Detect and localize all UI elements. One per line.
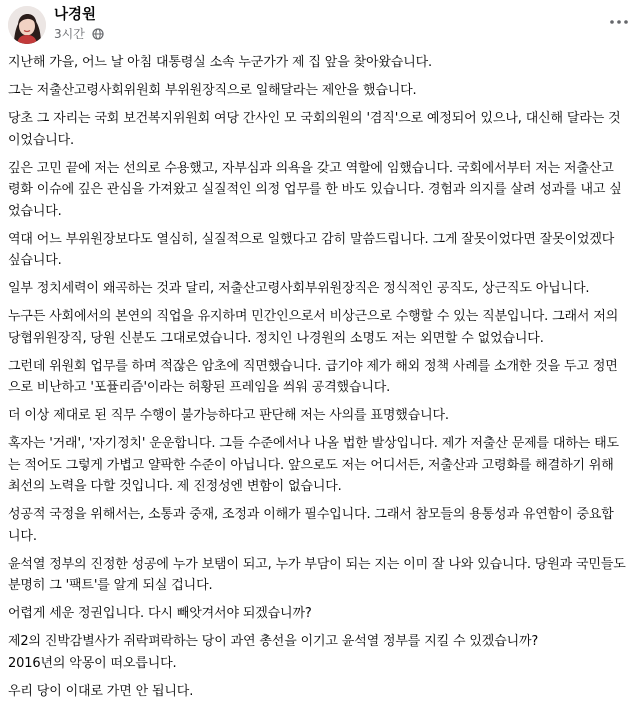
post-paragraph: 혹자는 '거래', '자기정치' 운운합니다. 그들 수준에서나 나올 법한 발상입니다. 제가 저출산 문제를 대하는 태도는 적어도 그렇게 가볍고 얄팍한 수준이 아닙니다. 앞으로도 저는 어디서든, 저출산과 고령화를 해결하기 위해 최선의 노력을 다할 것입니다. 제 진정성엔 변함이 없습니다. [8, 436, 619, 494]
globe-icon [92, 28, 104, 44]
post-paragraph: 그런데 위원회 업무를 하며 적잖은 암초에 직면했습니다. 급기야 제가 해외 정책 사례를 소개한 것을 두고 정면으로 비난하고 '포퓰리즘'이라는 허황된 프레임을 씌워 공격했습니다. [8, 358, 618, 395]
author-name[interactable]: 나경원 [54, 7, 97, 23]
post-paragraph: 더 이상 제대로 된 직무 수행이 불가능하다고 판단해 저는 사의를 표명했습니다. [8, 408, 449, 423]
post-paragraph: 깊은 고민 끝에 저는 선의로 수용했고, 자부심과 의욕을 갖고 역할에 임했습니다. 국회에서부터 저는 저출산고령화 이슈에 깊은 관심을 가져왔고 실질적인 의정 업무를 한 바도 있습니다. 경험과 의지를 살려 성과를 내고 싶었습니다. [8, 160, 622, 219]
post-paragraph: 윤석열 정부의 진정한 성공에 누가 보탬이 되고, 누가 부담이 되는 지는 이미 잘 나와 있습니다. 당원과 국민들도 분명히 그 '팩트'를 알게 되실 겁니다. [8, 556, 626, 593]
post-meta [54, 26, 104, 44]
post-paragraph: 일부 정치세력이 왜곡하는 것과 달리, 저출산고령사회부위원장직은 정식적인 공직도, 상근직도 아닙니다. [8, 281, 590, 296]
profile-photo [8, 6, 46, 44]
post-paragraph: 역대 어느 부위원장보다도 열심히, 실질적으로 일했다고 감히 말씀드립니다. 그게 잘못이었다면 잘못이었겠다 싶습니다. [8, 231, 615, 268]
post-timestamp[interactable]: 3시간 [54, 27, 85, 41]
post-paragraph: 당초 그 자리는 국회 보건복지위원회 여당 간사인 모 국회의원의 '겸직'으로 예정되어 있으나, 대신해 달라는 것이었습니다. [8, 111, 621, 148]
avatar[interactable] [8, 6, 46, 44]
post-paragraph: 그는 저출산고령사회위원회 부위원장직으로 일해달라는 제안을 했습니다. [8, 83, 417, 98]
post-body [8, 52, 626, 709]
more-options-icon [610, 20, 628, 24]
post-paragraph: 우리 당이 이대로 가면 안 됩니다. [8, 683, 194, 699]
post-paragraph: 성공적 국정을 위해서는, 소통과 중재, 조정과 이해가 필수입니다. 그래서 참모들의 용통성과 유연함이 중요합니다. [8, 507, 614, 544]
post-paragraph: 어렵게 세운 정권입니다. 다시 빼앗겨서야 되겠습니까? [8, 606, 312, 621]
post-paragraph: 지난해 가을, 어느 날 아침 대통령실 소속 누군가가 제 집 앞을 찾아왔습니다. [8, 55, 433, 70]
more-options-button[interactable] [606, 12, 632, 32]
post-paragraph: 누구든 사회에서의 본연의 직업을 유지하며 민간인으로서 비상근으로 수행할 수 있는 직분입니다. 그래서 저의 당협위원장직, 당원 신분도 그대로였습니다. 정치인 나경원의 소명도 저는 외면할 수 없었습니다. [8, 309, 619, 346]
post-header [0, 0, 640, 50]
post-paragraph: 제2의 진박감별사가 쥐락펴락하는 당이 과연 총선을 이기고 윤석열 정부를 지킬 수 있겠습니까? 2016년의 악몽이 떠오릅니다. [8, 634, 539, 671]
